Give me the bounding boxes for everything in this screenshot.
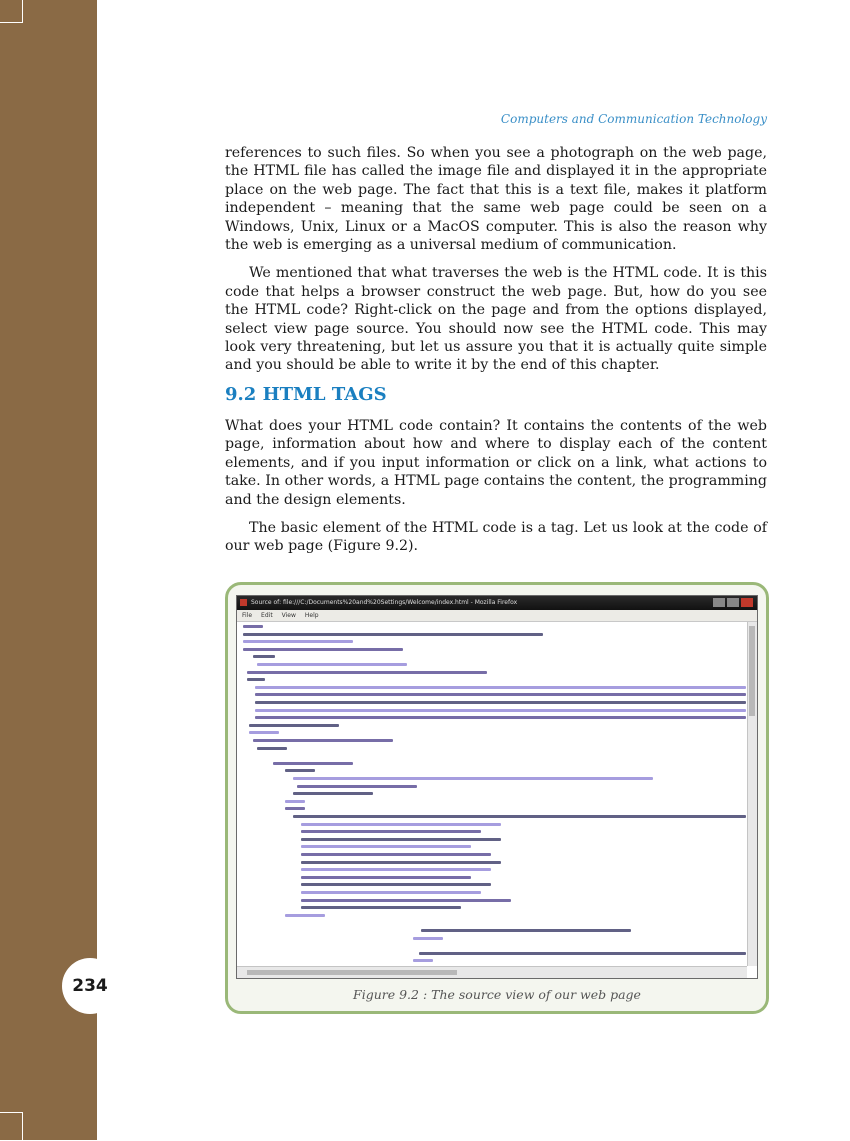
minimize-icon[interactable] — [713, 598, 725, 607]
code-line — [257, 747, 287, 750]
code-line — [293, 777, 653, 780]
code-line — [301, 868, 491, 871]
code-line — [247, 678, 265, 681]
window-titlebar — [237, 596, 757, 610]
running-head: Computers and Communication Technology — [500, 112, 767, 126]
code-line — [301, 830, 481, 833]
window-controls — [713, 598, 753, 607]
code-line — [243, 625, 263, 628]
crop-mark-top — [0, 0, 23, 23]
menu-help[interactable]: Help — [304, 612, 319, 619]
code-line — [285, 769, 315, 772]
code-line — [301, 853, 491, 856]
section-heading: 9.2 HTML TAGS — [225, 383, 387, 405]
vertical-scroll-thumb[interactable] — [749, 626, 755, 716]
code-line — [301, 838, 501, 841]
code-line — [249, 724, 339, 727]
code-line — [413, 959, 433, 962]
code-line — [255, 709, 746, 712]
code-line — [301, 845, 471, 848]
crop-mark-bottom — [0, 1112, 23, 1141]
code-line — [255, 701, 746, 704]
menu-view[interactable]: View — [281, 612, 296, 619]
window-title: Source of: file:///C:/Documents%20and%20Settings/Welcome/index.html - Mozilla Firefox — [251, 599, 518, 606]
code-line — [285, 807, 305, 810]
source-code-area — [237, 622, 747, 966]
code-line — [243, 640, 353, 643]
paragraph-2: We mentioned that what traverses the web is the HTML code. It is this code that helps a browser construct the web page. But, how do you see the HTML code? Right-click on the page and from the options displayed, select view page source. You should now see the HTML code. This may look very threatening, but let us assure you that it is actually quite simple and you should be able to write it by the end of this chapter. — [225, 265, 767, 374]
close-icon[interactable] — [741, 598, 753, 607]
code-line — [273, 762, 353, 765]
menu-bar — [237, 610, 757, 622]
code-line — [297, 785, 417, 788]
code-line — [293, 815, 746, 818]
code-line — [253, 739, 393, 742]
code-line — [257, 663, 407, 666]
source-view-window — [236, 595, 758, 979]
code-line — [421, 929, 631, 932]
menu-file[interactable]: File — [242, 612, 253, 619]
code-line — [249, 731, 279, 734]
code-line — [301, 876, 471, 879]
figure-caption: Figure 9.2 : The source view of our web page — [353, 987, 641, 1002]
firefox-icon — [240, 599, 247, 606]
code-line — [301, 891, 481, 894]
code-line — [301, 906, 461, 909]
code-line — [255, 686, 746, 689]
code-line — [301, 861, 501, 864]
code-line — [253, 655, 275, 658]
code-line — [413, 937, 443, 940]
horizontal-scrollbar[interactable] — [237, 966, 747, 978]
code-line — [285, 914, 325, 917]
code-line — [243, 633, 543, 636]
paragraph-4: The basic element of the HTML code is a tag. Let us look at the code of our web page (Figure 9.2). — [225, 519, 767, 555]
maximize-icon[interactable] — [727, 598, 739, 607]
code-line — [285, 800, 305, 803]
main-content — [225, 144, 767, 556]
horizontal-scroll-thumb[interactable] — [247, 970, 457, 975]
code-line — [419, 952, 746, 955]
code-line — [293, 792, 373, 795]
paragraph-1: references to such files. So when you see a photograph on the web page, the HTML file has called the image file and displayed it in the appropriate place on the web page. The fact that this is a text file, makes it platform independent – meaning that the same web page could be seen on a Windows, Unix, Linux or a MacOS computer. This is also the reason why the web is emerging as a universal medium of communication. — [225, 145, 767, 254]
code-line — [247, 671, 487, 674]
menu-edit[interactable]: Edit — [261, 612, 273, 619]
code-line — [255, 693, 746, 696]
figure-9-2 — [225, 582, 769, 1014]
code-line — [301, 899, 511, 902]
code-line — [243, 648, 403, 651]
code-line — [255, 716, 746, 719]
page-number: 234 — [62, 958, 118, 1014]
paragraph-3: What does your HTML code contain? It contains the contents of the web page, information about how and where to display each of the content elements, and if you input information or click on a link, what actions to take. In other words, a HTML page contains the content, the programming and the design elements. — [225, 417, 767, 508]
code-line — [301, 883, 491, 886]
code-line — [301, 823, 501, 826]
vertical-scrollbar[interactable] — [747, 622, 757, 966]
